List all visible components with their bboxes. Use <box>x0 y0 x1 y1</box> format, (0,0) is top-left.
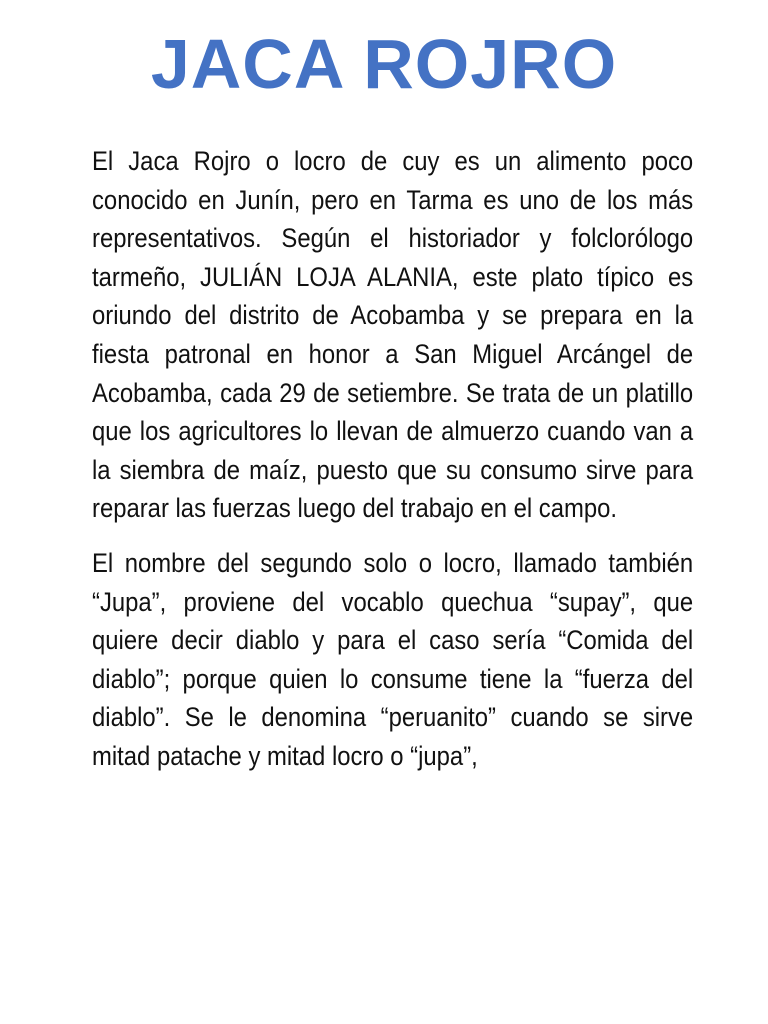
paragraph-1: El Jaca Rojro o locro de cuy es un alimento poco conocido en Junín, pero en Tarma es uno de los más representativos. Según el historiador y folclorólogo tarmeño, JULIÁN LOJA ALANIA, este plato típico es oriundo del distrito de Acobamba y se prepara en la fiesta patronal en honor a San Miguel Arcángel de Acobamba, cada 29 de setiembre. Se trata de un platillo que los agricultores lo llevan de almuerzo cuando van a la siembra de maíz, puesto que su consumo sirve para reparar las fuerzas luego del trabajo en el campo. <box>92 146 694 524</box>
document-body <box>92 142 693 792</box>
paragraph-2: El nombre del segundo solo o locro, llamado también “Jupa”, proviene del vocablo quechua “supay”, que quiere decir diablo y para el caso sería “Comida del diablo”; porque quien lo consume tiene la “fuerza del diablo”. Se le denomina “peruanito” cuando se sirve mitad patache y mitad locro o “jupa”, <box>92 547 694 771</box>
document-title: JACA ROJRO <box>150 25 618 103</box>
